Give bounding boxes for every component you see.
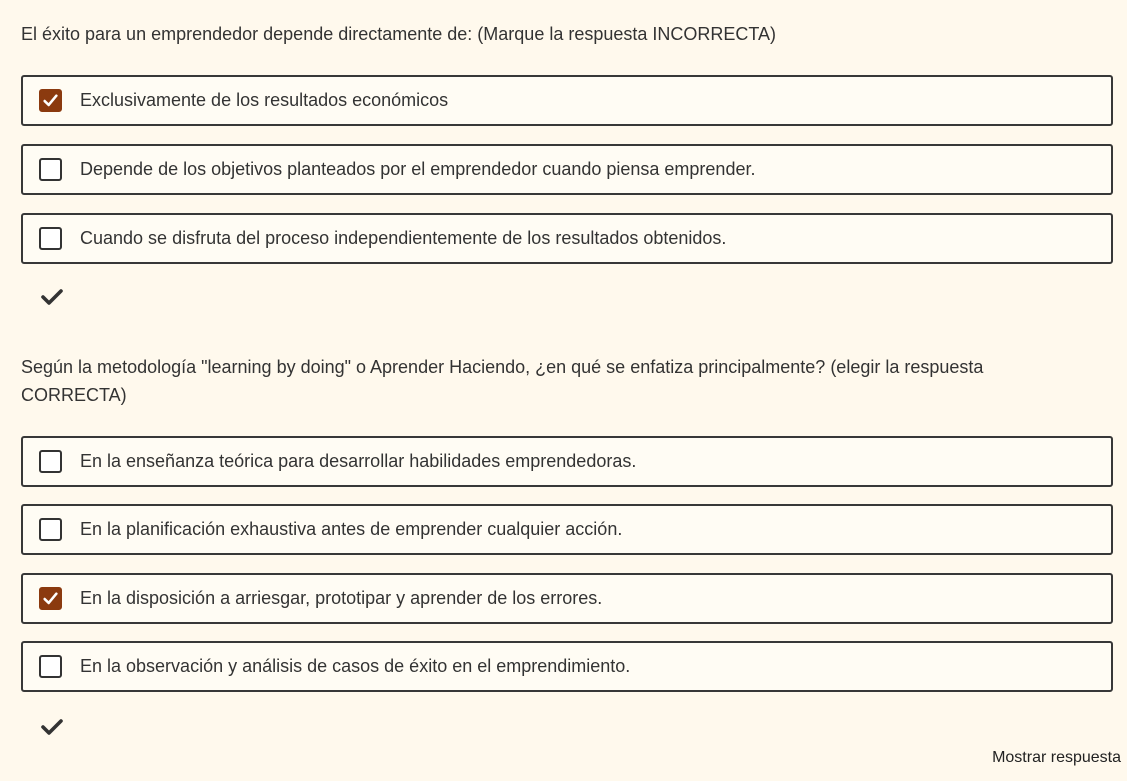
question-2-option-2[interactable] <box>21 504 1113 555</box>
question-2-option-4[interactable] <box>21 641 1113 692</box>
option-label: En la observación y análisis de casos de éxito en el emprendimiento. <box>80 656 631 676</box>
option-label: Depende de los objetivos planteados por el emprendedor cuando piensa emprender. <box>80 159 756 179</box>
checkbox[interactable] <box>39 587 62 610</box>
question-2 <box>21 353 1117 676</box>
checkbox[interactable] <box>39 655 62 678</box>
question-1 <box>21 20 1117 248</box>
question-1-option-3[interactable] <box>21 213 1113 264</box>
checkbox[interactable] <box>39 227 62 250</box>
option-label: Exclusivamente de los resultados económicos <box>80 90 449 110</box>
question-1-option-2[interactable] <box>21 144 1113 195</box>
checkbox[interactable] <box>39 158 62 181</box>
option-label: En la planificación exhaustiva antes de emprender cualquier acción. <box>80 519 623 539</box>
checkmark-icon <box>42 590 59 607</box>
question-2-text-line-1: Según la metodología "learning by doing" o Aprender Haciendo, ¿en qué se enfatiza principalmente? (elegir la respuesta <box>21 357 984 377</box>
option-label: Cuando se disfruta del proceso independientemente de los resultados obtenidos. <box>80 228 727 248</box>
question-1-text: El éxito para un emprendedor depende directamente de: (Marque la respuesta INCORRECTA) <box>21 24 777 44</box>
question-1-option-1[interactable] <box>21 75 1113 126</box>
question-2-text <box>21 353 1117 409</box>
show-answer-link[interactable]: Mostrar respuesta <box>992 749 1121 766</box>
question-2-option-1[interactable] <box>21 436 1113 487</box>
option-label: En la disposición a arriesgar, prototipar y aprender de los errores. <box>80 588 603 608</box>
option-label: En la enseñanza teórica para desarrollar habilidades emprendedoras. <box>80 451 637 471</box>
checkbox[interactable] <box>39 518 62 541</box>
question-2-option-3[interactable] <box>21 573 1113 624</box>
question-2-text-line-2: CORRECTA) <box>21 385 127 405</box>
question-1-feedback-checkmark-icon <box>41 288 63 306</box>
checkbox[interactable] <box>39 450 62 473</box>
question-2-feedback-checkmark-icon <box>41 718 63 736</box>
checkmark-icon <box>42 92 59 109</box>
checkbox[interactable] <box>39 89 62 112</box>
